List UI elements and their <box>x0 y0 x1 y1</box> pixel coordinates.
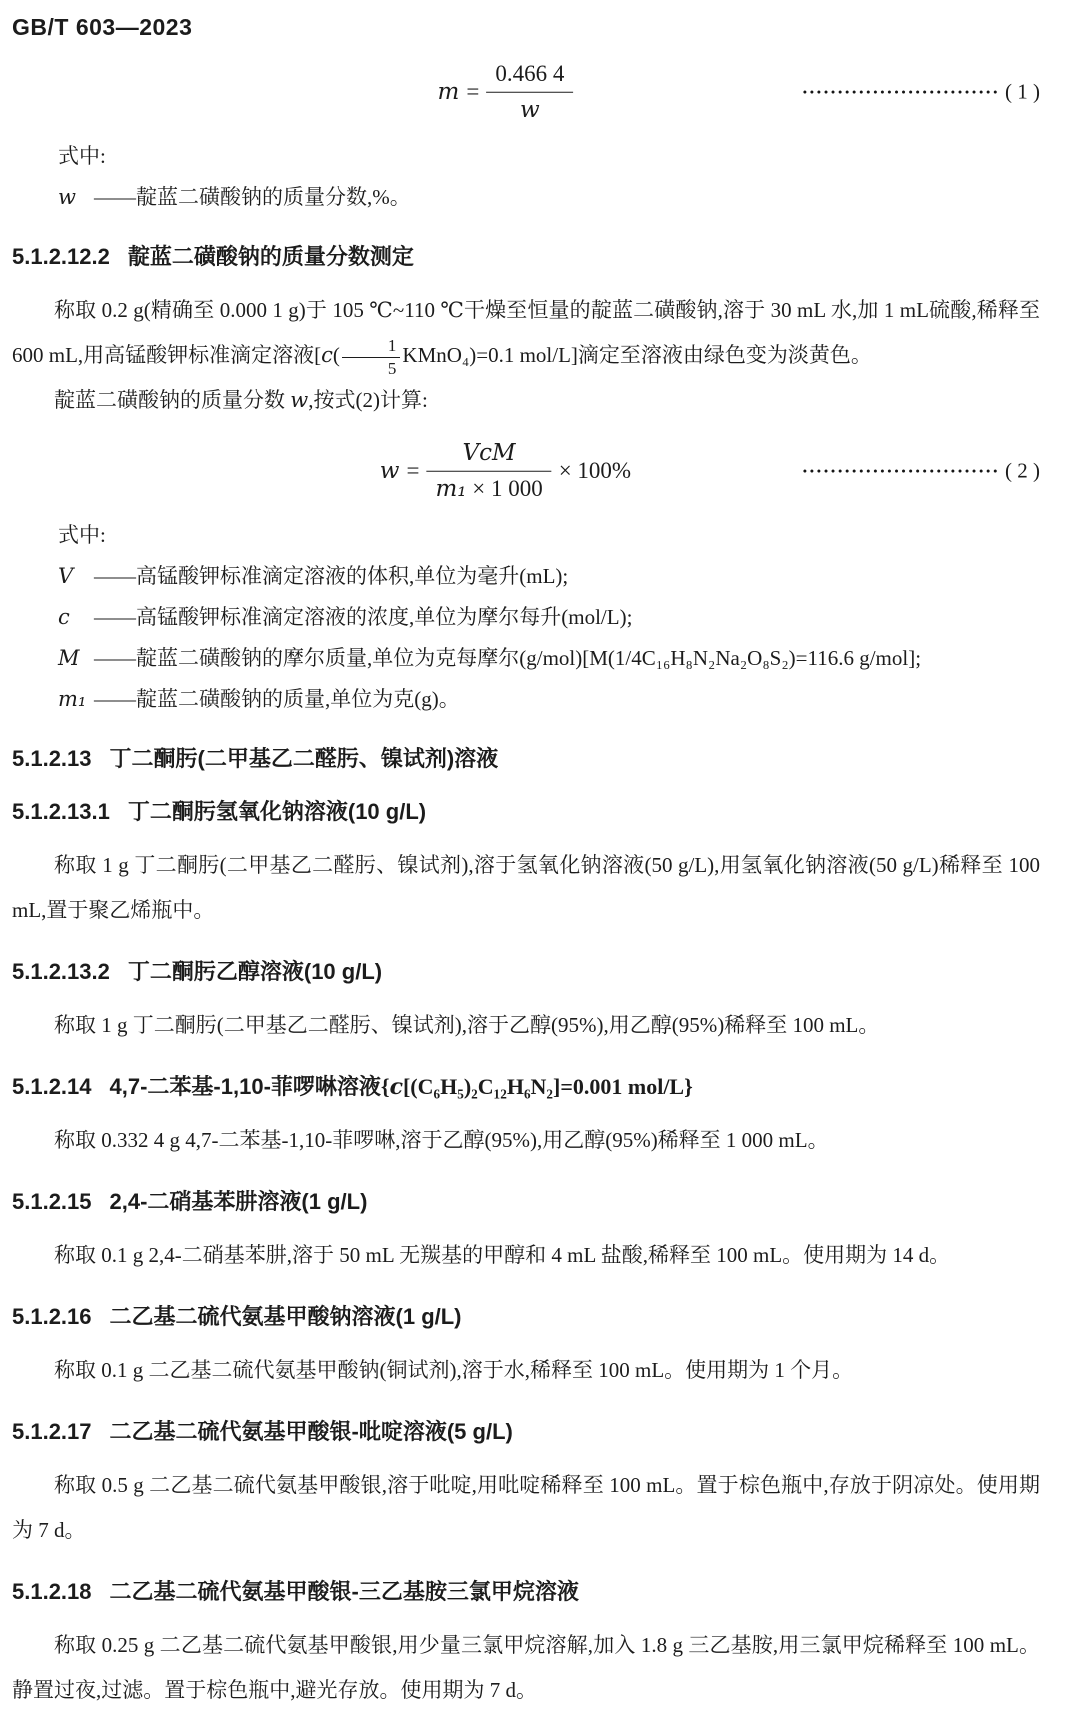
definition-dash: —— <box>94 605 136 630</box>
equation-2-reference <box>803 459 1040 484</box>
definition-symbol: m₁ <box>58 687 87 712</box>
section-paragraph-5-1-2-17: 称取 0.5 g 二乙基二硫代氨基甲酸银,溶于吡啶,用吡啶稀释至 100 mL。置于棕色瓶中,存放于阴凉处。使用期为 7 d。 <box>12 1473 1040 1543</box>
definition-symbol: M <box>58 646 80 671</box>
paragraph-text: 滴定至溶液由绿色变为淡黄色。 <box>577 343 872 367</box>
dotted-leader: •••••••••••••••••••••••••••• <box>802 84 1000 100</box>
paragraph-text: ,按式(2)计算: <box>308 388 428 413</box>
equation-1-fraction <box>486 60 573 125</box>
equation-2-suffix: × 100% <box>558 458 632 484</box>
section-number: 5.1.2.15 <box>12 1189 92 1215</box>
section-title: 靛蓝二磺酸钠的质量分数测定 <box>127 244 414 269</box>
variable-w: w <box>290 388 309 413</box>
equation-1-number: ( 1 ) <box>1005 79 1040 104</box>
definition-symbol: w <box>58 185 76 209</box>
section-heading-5-1-2-18 <box>12 1578 1040 1606</box>
definition-text: 靛蓝二磺酸钠的摩尔质量,单位为克每摩尔(g/mol)[M(1/4C₁₆H₈N₂Na₂O₈S₂)=116.6 g/mol]; <box>136 646 922 671</box>
definition-text: 高锰酸钾标准滴定溶液的体积,单位为毫升(mL); <box>136 564 569 589</box>
standard-number: GB/T 603—2023 <box>12 14 193 40</box>
definition-dash: —— <box>94 564 136 589</box>
equals-sign: = <box>406 458 420 484</box>
section-title-formula <box>381 1074 693 1099</box>
equation-1 <box>12 48 1040 136</box>
paren: ( <box>332 343 340 367</box>
section-paragraph-5-1-2-12-2 <box>12 288 1040 378</box>
equation-1-reference <box>803 80 1040 105</box>
where-label-1: 式中: <box>58 144 106 168</box>
section-heading-5-1-2-15 <box>12 1188 1040 1216</box>
equation-2 <box>12 427 1040 515</box>
definition-symbol: V <box>58 564 74 589</box>
definition-dash: —— <box>94 646 136 671</box>
equation-2-fraction <box>426 439 551 504</box>
dotted-leader: •••••••••••••••••••••••••••• <box>802 463 1000 479</box>
fraction-denominator: 5 <box>387 358 397 378</box>
definition-text: 靛蓝二磺酸钠的质量分数,%。 <box>136 185 411 209</box>
section-title: 丁二酮肟氢氧化钠溶液(10 g/L) <box>127 799 427 825</box>
variable-c: c <box>389 1074 403 1101</box>
calculation-intro-line <box>12 378 1040 423</box>
section-heading-5-1-2-13 <box>12 745 1040 773</box>
section-paragraph-5-1-2-18: 称取 0.25 g 二乙基二硫代氨基甲酸银,用少量三氯甲烷溶解,加入 1.8 g 三乙基胺,用三氯甲烷稀释至 100 mL。静置过夜,过滤。置于棕色瓶中,避光存放。使用期为 7 d。 <box>12 1633 1040 1703</box>
section-title: 二乙基二硫代氨基甲酸钠溶液(1 g/L) <box>109 1304 462 1330</box>
section-title: 4,7-二苯基-1,10-菲啰啉溶液 <box>109 1074 381 1100</box>
where-label-2: 式中: <box>58 523 106 548</box>
section-title: 二乙基二硫代氨基甲酸银-吡啶溶液(5 g/L) <box>109 1419 513 1445</box>
section-heading-5-1-2-13-1 <box>12 798 1040 826</box>
section-number: 5.1.2.13 <box>12 746 92 772</box>
section-number: 5.1.2.18 <box>12 1579 92 1605</box>
equation-1-body <box>438 60 574 125</box>
fraction-denominator <box>426 472 551 504</box>
section-paragraph-5-1-2-16: 称取 0.1 g 二乙基二硫代氨基甲酸钠(铜试剂),溶于水,稀释至 100 mL。使用期为 1 个月。 <box>54 1358 854 1383</box>
fraction-denominator: w <box>519 96 540 123</box>
section-heading-5-1-2-16 <box>12 1303 1040 1331</box>
section-title: 丁二酮肟(二甲基乙二醛肟、镍试剂)溶液 <box>109 746 499 772</box>
paragraph-text: 靛蓝二磺酸钠的质量分数 <box>54 388 291 413</box>
definition-text: 靛蓝二磺酸钠的质量,单位为克(g)。 <box>136 687 460 712</box>
fraction-numerator: VcM <box>426 439 551 472</box>
equation-2-number: ( 2 ) <box>1005 458 1040 483</box>
fraction-numerator: 1 <box>342 336 401 358</box>
section-heading-5-1-2-13-2 <box>12 958 1040 986</box>
definition-symbol: c <box>58 605 70 630</box>
equals-sign: = <box>466 79 480 104</box>
paragraph-text: 称取 0.2 g(精确至 0.000 1 g)于 105 ℃~110 ℃干燥至恒量的靛蓝二磺酸钠,溶于 30 mL 水,加 1 mL硫酸,稀释至 600 mL,用高锰酸钾标准滴定溶液[ <box>12 298 1040 367</box>
section-heading-5-1-2-17 <box>12 1418 1040 1446</box>
variable-c: c <box>321 343 333 367</box>
section-number: 5.1.2.17 <box>12 1419 92 1445</box>
section-paragraph-5-1-2-13-2: 称取 1 g 丁二酮肟(二甲基乙二醛肟、镍试剂),溶于乙醇(95%),用乙醇(95%)稀释至 100 mL。 <box>54 1013 880 1038</box>
denominator-rest: × 1 000 <box>472 475 543 501</box>
definition-c <box>12 597 1040 638</box>
section-number: 5.1.2.13.2 <box>12 959 110 985</box>
section-paragraph-5-1-2-13-1: 称取 1 g 丁二酮肟(二甲基乙二醛肟、镍试剂),溶于氢氧化钠溶液(50 g/L),用氢氧化钠溶液(50 g/L)稀释至 100 mL,置于聚乙烯瓶中。 <box>12 853 1040 923</box>
section-heading-5-1-2-14 <box>12 1073 1040 1101</box>
definition-m1 <box>12 679 1040 720</box>
section-title: 二乙基二硫代氨基甲酸银-三乙基胺三氯甲烷溶液 <box>109 1579 579 1605</box>
definition-M <box>12 638 1040 679</box>
equation-2-lhs: w <box>379 458 400 485</box>
section-number: 5.1.2.16 <box>12 1304 92 1330</box>
section-number: 5.1.2.14 <box>12 1074 92 1100</box>
equation-1-lhs: m <box>437 79 460 105</box>
brace-open: { <box>380 1074 390 1100</box>
paragraph-text: KMnO₄)=0.1 mol/L] <box>402 343 578 367</box>
fraction-numerator: 0.466 4 <box>486 60 573 93</box>
section-paragraph-5-1-2-15: 称取 0.1 g 2,4-二硝基苯肼,溶于 50 mL 无羰基的甲醇和 4 mL 盐酸,稀释至 100 mL。使用期为 14 d。 <box>54 1243 951 1268</box>
variable-m1: m₁ <box>435 475 467 502</box>
section-number: 5.1.2.13.1 <box>12 799 110 825</box>
inline-fraction-one-fifth <box>342 336 401 378</box>
equation-2-body <box>380 439 631 504</box>
section-paragraph-5-1-2-14: 称取 0.332 4 g 4,7-二苯基-1,10-菲啰啉,溶于乙醇(95%),用乙醇(95%)稀释至 1 000 mL。 <box>54 1128 829 1153</box>
definition-V <box>12 556 1040 597</box>
definition-w <box>12 177 1040 218</box>
definition-dash: —— <box>94 687 136 712</box>
definition-text: 高锰酸钾标准滴定溶液的浓度,单位为摩尔每升(mol/L); <box>136 605 633 630</box>
formula-rest: [(C₆H₅)₂C₁₂H₆N₂]=0.001 mol/L} <box>402 1074 693 1100</box>
section-title: 2,4-二硝基苯肼溶液(1 g/L) <box>109 1189 368 1215</box>
section-heading-5-1-2-12-2 <box>12 243 1040 271</box>
section-title: 丁二酮肟乙醇溶液(10 g/L) <box>127 959 383 985</box>
section-number: 5.1.2.12.2 <box>12 244 110 269</box>
definition-dash: —— <box>94 185 136 209</box>
